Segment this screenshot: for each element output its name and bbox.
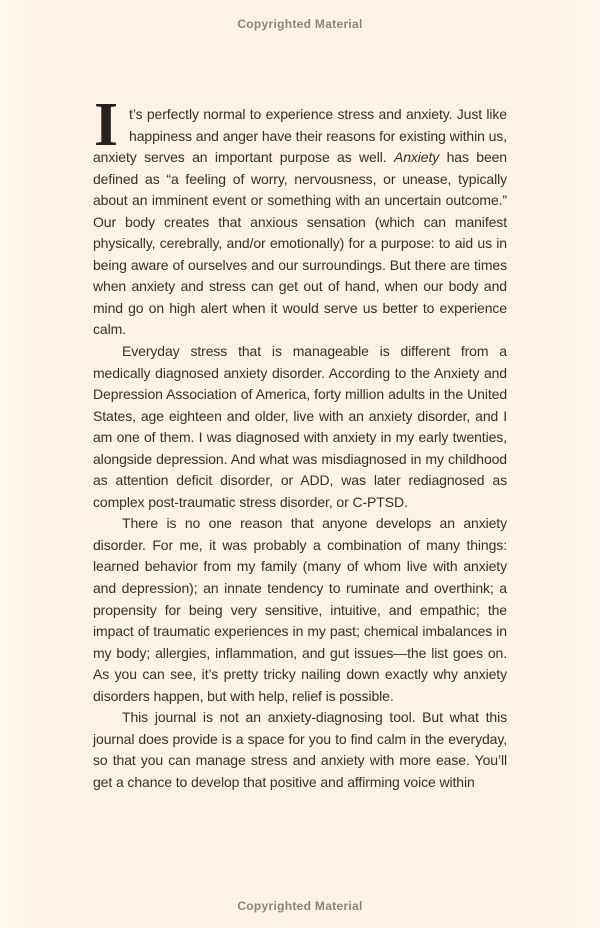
paragraph-this-journal: This journal is not an anxiety-diagnosing tool. But what this journal does provide is a space for you to find calm in the everyday, so that you can manage stress and anxiety with more ease. You’ll get a chance to develop that positive and affirming voice within (93, 709, 507, 790)
intro-paragraph-text: t’s perfectly normal to experience stress and anxiety. Just like happiness and anger have their reasons for existing within us, anxiety serves an important purpose as well. (93, 106, 507, 166)
copyright-notice-bottom: Copyrighted Material (237, 899, 363, 913)
drop-cap: I (94, 91, 119, 159)
intro-paragraph (93, 91, 507, 341)
intro-paragraph-text-continued: has been defined as “a feeling of worry, nervousness, or unease, typically about an imminent event or something with an uncertain outcome.” Our body creates that anxious sensation (which can manifest physically, cerebrally, and/or emotionally) for a purpose: to aid us in being aware of ourselves and our surroundings. But there are times when anxiety and stress can get out of hand, when our body and mind go on high alert when it would serve us better to experience calm. (93, 149, 507, 338)
copyright-notice-top: Copyrighted Material (237, 17, 363, 31)
body-text-block (93, 91, 507, 794)
paragraph-everyday-stress: Everyday stress that is manageable is different from a medically diagnosed anxiety disorder. According to the Anxiety and Depression Association of America, forty million adults in the United States, age eighteen and older, live with an anxiety disorder, and I am one of them. I was diagnosed with anxiety in my early twenties, alongside depression. And what was misdiagnosed in my childhood as attention deficit disorder, or ADD, was later rediagnosed as complex post-traumatic stress disorder, or C-PTSD. (93, 343, 507, 510)
paragraph-no-one-reason: There is no one reason that anyone develops an anxiety disorder. For me, it was probably a combination of many things: learned behavior from my family (many of whom live with anxiety and depression); an innate tendency to ruminate and overthink; a propensity for being very sensitive, intuitive, and empathic; the impact of traumatic experiences in my past; chemical imbalances in my body; allergies, inflammation, and gut issues—the list goes on. As you can see, it’s pretty tricky nailing down exactly why anxiety disorders happen, but with help, relief is possible. (93, 515, 507, 704)
italic-term-anxiety: Anxiety (393, 149, 440, 166)
